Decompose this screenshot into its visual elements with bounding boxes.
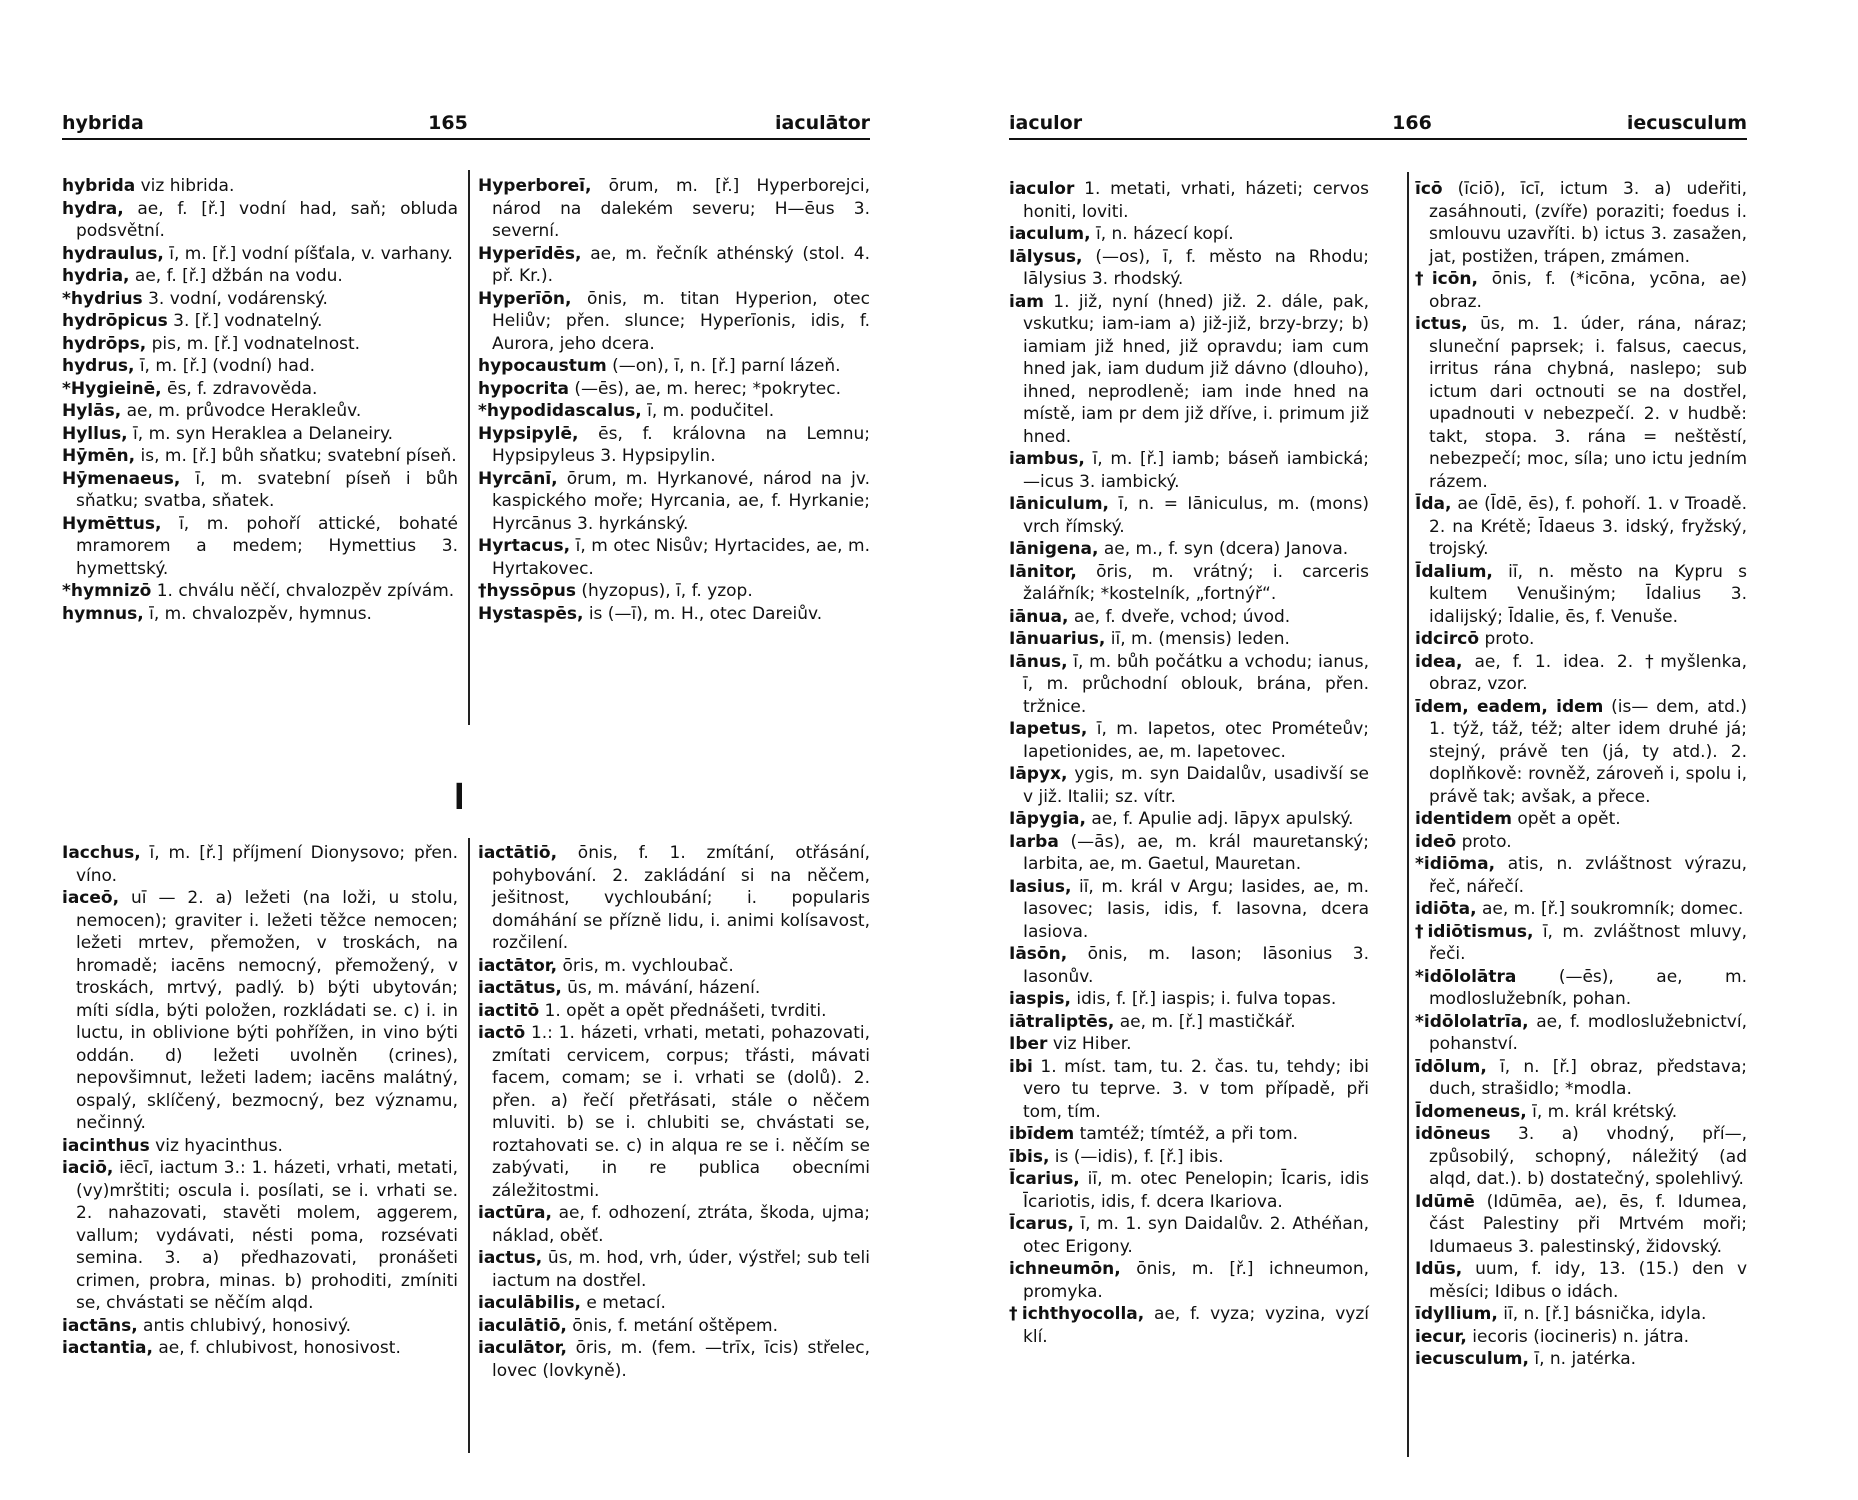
entry-definition: ūs, m. mávání, házení. bbox=[561, 978, 761, 998]
dictionary-entry bbox=[1009, 831, 1369, 876]
dictionary-entry bbox=[62, 198, 458, 243]
entry-definition: ae, f. chlubivost, honosivost. bbox=[152, 1338, 401, 1358]
entry-headword: Iapetus, bbox=[1009, 719, 1088, 739]
entry-headword: *idōlolatrīa, bbox=[1415, 1011, 1529, 1032]
entry-definition: ī, n. = Iāniculus, m. (mons) vrch římský. bbox=[1023, 494, 1369, 537]
entry-definition: iī, m. král v Argu; Iasides, ae, m. Iasovec; Iasis, idis, f. Iasovna, dcera Iasiova. bbox=[1023, 876, 1369, 942]
entry-definition: ae, m. řečník athénský (stol. 4. př. Kr.). bbox=[492, 243, 870, 286]
entry-definition: ī, m. 1. syn Daidalův. 2. Athéňan, otec Erigony. bbox=[1023, 1214, 1369, 1257]
page-number: 165 bbox=[428, 112, 468, 134]
dictionary-entry bbox=[1009, 1056, 1369, 1124]
entry-definition: ōnis, f. (*icōna, ycōna, ae) obraz. bbox=[1429, 269, 1747, 312]
entry-definition: 1. opět a opět přednášeti, tvrditi. bbox=[539, 1000, 827, 1021]
entry-headword: iambus, bbox=[1009, 449, 1085, 469]
entry-definition: e metací. bbox=[581, 1293, 666, 1313]
entry-headword: †ichthyocolla, bbox=[1009, 1304, 1145, 1324]
dictionary-entry bbox=[62, 378, 458, 401]
right-page bbox=[929, 0, 1858, 1500]
dictionary-entry bbox=[1009, 1123, 1369, 1146]
entry-headword: identidem bbox=[1415, 809, 1512, 829]
entry-definition: ēs, f. zdravověda. bbox=[161, 378, 318, 399]
entry-definition: ygis, m. syn Daidalův, usadivší se v již. Italii; sz. vítr. bbox=[1023, 764, 1369, 807]
dictionary-entry bbox=[1415, 1101, 1747, 1124]
entry-headword: Iāpygia, bbox=[1009, 809, 1086, 829]
dictionary-entry bbox=[62, 333, 458, 356]
entry-headword: Hystaspēs, bbox=[478, 603, 584, 624]
entry-definition: ōnis, f. metání oštěpem. bbox=[566, 1315, 778, 1336]
dictionary-entry bbox=[478, 400, 870, 423]
running-header bbox=[1009, 108, 1747, 140]
entry-headword: idiōta, bbox=[1415, 899, 1477, 919]
entry-headword: iānua, bbox=[1009, 606, 1069, 627]
entry-headword: Iacchus, bbox=[62, 843, 141, 863]
entry-headword: Hyperīdēs, bbox=[478, 243, 582, 264]
entry-headword: iecur, bbox=[1415, 1326, 1467, 1347]
entry-definition: 1. chválu něčí, chvalozpěv zpívám. bbox=[151, 581, 455, 601]
dictionary-entry bbox=[1415, 493, 1747, 561]
dictionary-entry bbox=[478, 1337, 870, 1382]
entry-definition: ī, m. Iapetos, otec Prométeův; Iapetionides, ae, m. Iapetovec. bbox=[1023, 719, 1369, 762]
dictionary-entry bbox=[62, 265, 458, 288]
dictionary-entry bbox=[62, 288, 458, 311]
column-left bbox=[1009, 178, 1369, 1348]
entry-definition: ōnis, m. titan Hyperion, otec Heliův; přen. slunce; Hyperīonis, idis, f. Aurora, jeho dcera. bbox=[492, 288, 870, 354]
dictionary-entry bbox=[1415, 1056, 1747, 1101]
entry-headword: ibīdem bbox=[1009, 1124, 1075, 1144]
entry-definition: ūs, m. hod, vrh, úder, výstřel; sub teli iactum na dostřel. bbox=[492, 1248, 870, 1291]
dictionary-entry bbox=[478, 1000, 870, 1023]
entry-headword: Īcarius, bbox=[1009, 1169, 1080, 1189]
entry-definition: ōrum, m. [ř.] Hyperborejci, národ na dalekém severu; H—ēus 3. severní. bbox=[492, 176, 870, 241]
entry-definition: ī, n. jatérka. bbox=[1528, 1349, 1637, 1369]
entry-definition: opět a opět. bbox=[1512, 809, 1621, 829]
entry-headword: ichneumōn, bbox=[1009, 1259, 1121, 1279]
entry-definition: (—on), ī, n. [ř.] parní lázeň. bbox=[606, 356, 841, 376]
entry-definition: ōnis, m. [ř.] ichneumon, promyka. bbox=[1023, 1259, 1369, 1302]
entry-headword: ideō bbox=[1415, 831, 1457, 852]
entry-headword: iaceō, bbox=[62, 888, 120, 908]
entry-definition: tamtéž; tímtéž, a při tom. bbox=[1074, 1124, 1299, 1144]
dictionary-entry bbox=[1415, 561, 1747, 629]
dictionary-entry bbox=[1009, 223, 1369, 246]
entry-definition: ī, m. [ř.] (vodní) had. bbox=[134, 356, 316, 376]
entry-headword: ibi bbox=[1009, 1056, 1033, 1077]
entry-headword: Hymēttus, bbox=[62, 513, 162, 534]
entry-definition: viz hyacinthus. bbox=[149, 1135, 283, 1156]
section-letter: I bbox=[454, 776, 465, 818]
entry-definition: 3. vodní, vodárenský. bbox=[142, 288, 328, 309]
dictionary-entry bbox=[62, 1157, 458, 1315]
dictionary-entry bbox=[1009, 606, 1369, 629]
entry-definition: ī, m. podučitel. bbox=[641, 401, 775, 421]
entry-headword: iactātiō, bbox=[478, 843, 558, 863]
dictionary-entry bbox=[1009, 561, 1369, 606]
entry-definition: ōnis, f. 1. zmítání, otřásání, pohybování. 2. zakládání si na něčem, ješitnost, vychloubání; i. popularis domáhání se přízně lidu, i. animi kolísavost, rozčilení. bbox=[492, 843, 870, 953]
entry-definition: is (—ī), m. H., otec Dareiův. bbox=[583, 603, 823, 624]
dictionary-entry bbox=[1009, 178, 1369, 223]
dictionary-entry bbox=[1009, 448, 1369, 493]
entry-headword: iaculātiō, bbox=[478, 1315, 567, 1336]
dictionary-entry bbox=[1415, 1326, 1747, 1349]
dictionary-entry bbox=[1009, 943, 1369, 988]
dictionary-entry bbox=[478, 842, 870, 955]
entry-definition: ae, f. modloslužebnictví, pohanství. bbox=[1429, 1011, 1747, 1054]
entry-headword: idea, bbox=[1415, 651, 1463, 672]
entry-definition: ī, m otec Nisův; Hyrtacides, ae, m. Hyrtakovec. bbox=[492, 536, 870, 579]
entry-headword: Hypsipylē, bbox=[478, 423, 579, 444]
dictionary-entry bbox=[62, 468, 458, 513]
dictionary-entry bbox=[1009, 246, 1369, 291]
entry-headword: *hypodidascalus, bbox=[478, 401, 642, 421]
entry-definition: ōris, m. (fem. —trīx, īcis) střelec, lovec (lovkyně). bbox=[492, 1338, 870, 1381]
entry-headword: Hyperīōn, bbox=[478, 288, 572, 309]
entry-definition: pis, m. [ř.] vodnatelnost. bbox=[146, 333, 361, 354]
entry-definition: (—ēs), ae, m. herec; *pokrytec. bbox=[568, 378, 842, 399]
dictionary-entry bbox=[62, 513, 458, 581]
dictionary-entry bbox=[1415, 1011, 1747, 1056]
entry-headword: hydrōpicus bbox=[62, 311, 168, 331]
entry-definition: ōrum, m. Hyrkanové, národ na jv. kaspického moře; Hyrcania, ae, f. Hyrkanie; Hyrcānus 3. hyrkánský. bbox=[492, 468, 870, 534]
entry-definition: ī, n. [ř.] obraz, představa; duch, strašidlo; *modla. bbox=[1429, 1056, 1747, 1099]
entry-definition: 3. [ř.] vodnatelný. bbox=[167, 311, 323, 331]
dictionary-entry bbox=[1009, 1213, 1369, 1258]
entry-definition: (īciō), īcī, ictum 3. a) udeřiti, zasáhnouti, (zvíře) poraziti; foedus i. smlouvu uzavříti. b) ictus 3. zasažen, jat, postižen, trápen, zmámen. bbox=[1429, 179, 1747, 267]
dictionary-entry bbox=[1415, 831, 1747, 854]
entry-definition: ae, f. 1. idea. 2. †myšlenka, obraz, vzor. bbox=[1429, 651, 1747, 694]
dictionary-entry bbox=[478, 1022, 870, 1202]
column-right-bottom bbox=[478, 842, 870, 1382]
entry-headword: Hȳmēn, bbox=[62, 446, 136, 466]
entry-headword: Īcarus, bbox=[1009, 1214, 1074, 1234]
entry-definition: (—ās), ae, m. král mauretanský; Iarbita, ae, m. Gaetul, Mauretan. bbox=[1023, 831, 1369, 874]
entry-definition: iecoris (iocineris) n. játra. bbox=[1466, 1326, 1690, 1347]
entry-headword: *idiōma, bbox=[1415, 854, 1496, 874]
entry-headword: hymnus, bbox=[62, 603, 144, 624]
page-number: 166 bbox=[1392, 112, 1432, 134]
header-guide-word-left: hybrida bbox=[62, 112, 144, 134]
entry-headword: ictus, bbox=[1415, 314, 1468, 334]
dictionary-entry bbox=[478, 977, 870, 1000]
dictionary-entry bbox=[62, 580, 458, 603]
dictionary-entry bbox=[478, 580, 870, 603]
entry-definition: ūs, m. 1. úder, rána, náraz; sluneční paprsek; i. falsus, caecus, irritus rána chybná, naslepo; sub ictum dari octnouti se na dostřel, upadnouti v nebezpečí. 2. v hudbě: takt, stopa. 3. rána = neštěstí, nebezpečí; moc, síla; uno ictu jedním rázem. bbox=[1429, 314, 1747, 492]
dictionary-entry bbox=[1415, 853, 1747, 898]
dictionary-entry bbox=[478, 1315, 870, 1338]
entry-headword: Iarba bbox=[1009, 831, 1059, 852]
entry-headword: Iber bbox=[1009, 1034, 1048, 1054]
entry-definition: antis chlubivý, honosivý. bbox=[137, 1315, 351, 1336]
dictionary-entry bbox=[1415, 898, 1747, 921]
entry-definition: 1. již, nyní (hned) již. 2. dále, pak, vskutku; iam-iam a) již-již, brzy-brzy; b) iamiam již hned, již opravdu; iam cum hned jak, iam dudum již dávno (dlouho), ihned, neprodleně; iam inde hned na místě, iam pr dem již dříve, i. primum již hned. bbox=[1023, 291, 1369, 447]
entry-headword: iaciō, bbox=[62, 1158, 114, 1178]
entry-headword: iactitō bbox=[478, 1000, 540, 1021]
column-divider bbox=[1407, 172, 1409, 1457]
entry-headword: iaculābilis, bbox=[478, 1293, 582, 1313]
dictionary-entry bbox=[1009, 718, 1369, 763]
entry-definition: ēs, f. královna na Lemnu; Hypsipyleus 3. Hypsipylin. bbox=[492, 423, 870, 466]
entry-headword: Hȳmenaeus, bbox=[62, 468, 181, 489]
entry-headword: Idūmē bbox=[1415, 1191, 1475, 1212]
entry-headword: Hyllus, bbox=[62, 423, 128, 444]
running-header bbox=[62, 108, 870, 140]
entry-headword: iactātor, bbox=[478, 955, 558, 976]
entry-definition: ae, m. průvodce Herakleův. bbox=[121, 401, 362, 421]
entry-headword: idcircō bbox=[1415, 629, 1480, 649]
entry-headword: iātraliptēs, bbox=[1009, 1011, 1115, 1032]
entry-definition: ī, m. syn Heraklea a Delaneiry. bbox=[127, 423, 394, 444]
entry-headword: īdem, eadem, idem bbox=[1415, 696, 1604, 717]
entry-definition: iī, n. [ř.] básnička, idyla. bbox=[1497, 1304, 1707, 1324]
dictionary-entry bbox=[1009, 1033, 1369, 1056]
dictionary-entry bbox=[478, 955, 870, 978]
dictionary-entry bbox=[62, 1315, 458, 1338]
dictionary-entry bbox=[1415, 651, 1747, 696]
entry-headword: *idōlolātra bbox=[1415, 966, 1517, 987]
entry-headword: *hymnizō bbox=[62, 581, 152, 601]
entry-definition: ī, m. [ř.] vodní píšťala, v. varhany. bbox=[163, 243, 453, 264]
dictionary-entry bbox=[478, 243, 870, 288]
entry-headword: īdyllium, bbox=[1415, 1304, 1498, 1324]
entry-definition: is (—idis), f. [ř.] ibis. bbox=[1049, 1146, 1224, 1167]
dictionary-entry bbox=[62, 887, 458, 1135]
column-left-top bbox=[62, 175, 458, 625]
entry-definition: ae, f. odhození, ztráta, škoda, ujma; náklad, oběť. bbox=[492, 1203, 870, 1246]
entry-headword: iaspis, bbox=[1009, 989, 1071, 1009]
entry-definition: 1. míst. tam, tu. 2. čas. tu, tehdy; ibi vero tu teprve. 3. v tom případě, při tom, tím. bbox=[1023, 1056, 1369, 1122]
entry-headword: īdōlum, bbox=[1415, 1056, 1487, 1077]
entry-definition: ōris, m. vrátný; i. carceris žalářník; *kostelník, „fortnýř“. bbox=[1023, 561, 1369, 604]
entry-definition: ī, n. házecí kopí. bbox=[1090, 224, 1234, 244]
entry-headword: idōneus bbox=[1415, 1124, 1491, 1144]
entry-headword: Iānuarius, bbox=[1009, 629, 1106, 649]
entry-headword: iactus, bbox=[478, 1248, 543, 1268]
dictionary-entry bbox=[1415, 1191, 1747, 1259]
entry-definition: ī, m. bůh počátku a vchodu; ianus, ī, m. průchodní oblouk, brána, přen. tržnice. bbox=[1023, 651, 1369, 717]
dictionary-entry bbox=[1009, 493, 1369, 538]
dictionary-entry bbox=[62, 175, 458, 198]
entry-headword: hypocaustum bbox=[478, 356, 607, 376]
dictionary-entry bbox=[478, 288, 870, 356]
entry-definition: 3. a) vhodný, pří—, způsobilý, schopný, náležitý (ad alqd, dat.). b) dostatečný, spolehlivý. bbox=[1429, 1124, 1747, 1189]
dictionary-entry bbox=[1009, 1258, 1369, 1303]
dictionary-entry bbox=[62, 310, 458, 333]
entry-definition: (hyzopus), ī, f. yzop. bbox=[576, 581, 753, 601]
entry-headword: Īda, bbox=[1415, 494, 1452, 514]
entry-headword: iam bbox=[1009, 291, 1045, 312]
entry-definition: ae, m. [ř.] soukromník; domec. bbox=[1476, 899, 1744, 919]
column-right-top bbox=[478, 175, 870, 625]
dictionary-entry bbox=[1415, 1123, 1747, 1191]
entry-headword: iactāns, bbox=[62, 1315, 138, 1336]
dictionary-entry bbox=[62, 1135, 458, 1158]
dictionary-entry bbox=[1415, 1303, 1747, 1326]
dictionary-entry bbox=[62, 842, 458, 887]
entry-definition: is, m. [ř.] bůh sňatku; svatební píseň. bbox=[135, 446, 457, 466]
entry-headword: Hyrcānī, bbox=[478, 468, 558, 489]
dictionary-entry bbox=[1415, 178, 1747, 268]
entry-definition: atis, n. zvláštnost výrazu, řeč, nářečí. bbox=[1429, 854, 1747, 897]
entry-headword: iaculum, bbox=[1009, 224, 1091, 244]
dictionary-entry bbox=[1009, 1168, 1369, 1213]
entry-headword: Iālysus, bbox=[1009, 246, 1083, 267]
entry-headword: iaculor bbox=[1009, 179, 1075, 199]
entry-headword: hydrus, bbox=[62, 356, 135, 376]
entry-definition: (is— dem, atd.) 1. týž, táž, též; alter idem druhé já; stejný, právě ten (já, ty atd.). 2. doplňkově: rovněž, zároveň i, spolu i, právě tak; avšak, a přece. bbox=[1429, 696, 1747, 807]
column-divider bbox=[468, 838, 470, 1453]
entry-definition: ae (Īdē, ēs), f. pohoří. 1. v Troadě. 2. na Krétě; Īdaeus 3. idský, fryžský, trojský. bbox=[1429, 494, 1747, 559]
entry-headword: Iānus, bbox=[1009, 651, 1068, 672]
entry-definition: ae, m., f. syn (dcera) Janova. bbox=[1098, 539, 1349, 559]
entry-definition: ī, m. [ř.] příjmení Dionysovo; přen. víno. bbox=[76, 843, 458, 886]
entry-definition: ī, m. zvláštnost mluvy, řeči. bbox=[1429, 921, 1747, 964]
entry-headword: †idiōtismus, bbox=[1415, 921, 1534, 942]
entry-definition: ae, m. [ř.] mastičkář. bbox=[1114, 1011, 1296, 1032]
entry-definition: (—os), ī, f. město na Rhodu; Iālysius 3. rhodský. bbox=[1023, 246, 1369, 289]
entry-headword: iactō bbox=[478, 1023, 526, 1043]
dictionary-entry bbox=[1009, 1011, 1369, 1034]
dictionary-entry bbox=[478, 1202, 870, 1247]
entry-headword: Īdomeneus, bbox=[1415, 1101, 1527, 1122]
entry-headword: iaculātor, bbox=[478, 1338, 567, 1358]
dictionary-entry bbox=[1009, 763, 1369, 808]
dictionary-entry bbox=[1415, 1348, 1747, 1371]
entry-definition: ī, m. král krétský. bbox=[1526, 1101, 1678, 1122]
entry-headword: iecusculum, bbox=[1415, 1349, 1529, 1369]
entry-definition: idis, f. [ř.] iaspis; i. fulva topas. bbox=[1071, 989, 1337, 1009]
entry-definition: proto. bbox=[1456, 831, 1512, 852]
entry-headword: hydria, bbox=[62, 266, 130, 286]
entry-definition: 1. metati, vrhati, házeti; cervos honiti, loviti. bbox=[1023, 179, 1369, 222]
entry-headword: hydrōps, bbox=[62, 333, 147, 354]
entry-definition: uum, f. idy, 13. (15.) den v měsíci; Idibus o idách. bbox=[1429, 1259, 1747, 1302]
entry-headword: hydra, bbox=[62, 198, 124, 219]
dictionary-entry bbox=[62, 243, 458, 266]
entry-headword: *hydrius bbox=[62, 288, 143, 309]
entry-definition: ī, m. [ř.] iamb; báseň iambická; —icus 3. iambický. bbox=[1023, 449, 1369, 492]
entry-definition: ae, f. [ř.] vodní had, saň; obluda podsvětní. bbox=[76, 198, 458, 241]
entry-headword: ībis, bbox=[1009, 1146, 1050, 1167]
entry-definition: ae, f. vyza; vyzina, vyzí klí. bbox=[1023, 1304, 1369, 1347]
entry-headword: hybrida bbox=[62, 176, 136, 196]
dictionary-entry bbox=[1009, 808, 1369, 831]
entry-headword: iactātus, bbox=[478, 978, 562, 998]
dictionary-entry bbox=[62, 423, 458, 446]
dictionary-entry bbox=[1009, 1146, 1369, 1169]
entry-definition: iēcī, iactum 3.: 1. házeti, vrhati, metati, (vy)mrštiti; oscula i. posílati, se i. vrhati se. 2. nahazovati, stavěti molem, aggerem, vallum; vydávati, nésti poma, rozsévati semina. 3. a) předhazovati, pronášeti crimen, probra, minas. b) prohoditi, zmíniti se, chvástati se něčím alqd. bbox=[76, 1158, 458, 1313]
dictionary-entry bbox=[1415, 628, 1747, 651]
entry-headword: īcō bbox=[1415, 179, 1443, 199]
entry-headword: iactantia, bbox=[62, 1338, 153, 1358]
dictionary-entry bbox=[1009, 1303, 1369, 1348]
entry-definition: viz hibrida. bbox=[135, 176, 235, 196]
dictionary-entry bbox=[1415, 966, 1747, 1011]
entry-definition: 1.: 1. házeti, vrhati, metati, pohazovati, zmítati cervicem, corpus; třásti, mávati facem, comam; se i. vrhati se (dolů). 2. přen. a) řečí přetřásati, stále o něčem mluviti. b) se i. chlubiti se, chvástati se, roztahovati se. c) in alqua re se i. něčím se zabývati, in re publica obecními záležitostmi. bbox=[492, 1023, 870, 1201]
dictionary-entry bbox=[62, 355, 458, 378]
entry-headword: Iasius, bbox=[1009, 876, 1072, 897]
entry-definition: ōris, m. vychloubač. bbox=[557, 955, 734, 976]
dictionary-entry bbox=[1415, 808, 1747, 831]
entry-definition: uī — 2. a) ležeti (na loži, u stolu, nemocen); graviter i. ležeti těžce nemocen; ležeti mrtev, přemožen, v troskách, na hromadě; iacēns nemocný, přemožený, v troskách, mrtvý, padlý. b) býti ubytován; míti sídla, býti položen, rozkládati se. c) i. in luctu, in oblivione býti pohřížen, in vino býti oddán. d) ležeti uvolněn (crines), nepovšimnut, ležeti ladem; iacēns malátný, ospalý, sklíčený, bezmocný, bez významu, nečinný. bbox=[76, 888, 458, 1133]
dictionary-entry bbox=[478, 468, 870, 536]
entry-headword: Iāsōn, bbox=[1009, 944, 1068, 964]
dictionary-entry bbox=[1009, 628, 1369, 651]
entry-definition: viz Hiber. bbox=[1047, 1034, 1132, 1054]
entry-definition: (—ēs), ae, m. modloslužebník, pohan. bbox=[1429, 966, 1747, 1009]
dictionary-entry bbox=[62, 603, 458, 626]
entry-headword: Iāniculum, bbox=[1009, 494, 1110, 514]
dictionary-entry bbox=[1009, 538, 1369, 561]
entry-headword: iacinthus bbox=[62, 1135, 150, 1156]
dictionary-entry bbox=[62, 445, 458, 468]
entry-headword: Hyrtacus, bbox=[478, 536, 571, 556]
column-right bbox=[1415, 178, 1747, 1371]
dictionary-entry bbox=[1009, 291, 1369, 449]
entry-headword: *Hygieinē, bbox=[62, 378, 162, 399]
entry-definition: (Idūmēa, ae), ēs, f. Idumea, část Palestiny při Mrtvém moři; Idumaeus 3. palestinský, židovský. bbox=[1429, 1191, 1747, 1257]
entry-headword: Iānigena, bbox=[1009, 539, 1099, 559]
header-guide-word-right: iaculātor bbox=[775, 112, 870, 134]
dictionary-entry bbox=[1009, 876, 1369, 944]
entry-headword: Hyperboreī, bbox=[478, 176, 592, 196]
entry-definition: ae, f. Apulie adj. Iāpyx apulský. bbox=[1085, 809, 1354, 829]
dictionary-entry bbox=[478, 1292, 870, 1315]
dictionary-entry bbox=[478, 175, 870, 243]
entry-headword: Idūs, bbox=[1415, 1259, 1463, 1279]
entry-definition: ae, f. dveře, vchod; úvod. bbox=[1068, 606, 1291, 627]
dictionary-entry bbox=[1415, 313, 1747, 493]
dictionary-entry bbox=[1415, 696, 1747, 809]
dictionary-entry bbox=[478, 1247, 870, 1292]
column-left-bottom bbox=[62, 842, 458, 1360]
entry-headword: Iānitor, bbox=[1009, 561, 1077, 582]
header-guide-word-left: iaculor bbox=[1009, 112, 1083, 134]
entry-definition: iī, m. (mensis) leden. bbox=[1105, 629, 1290, 649]
entry-headword: Hylās, bbox=[62, 401, 122, 421]
entry-definition: iī, n. město na Kypru s kultem Venušiným; Īdalius 3. idalijský; Īdalie, ēs, f. Venuše. bbox=[1429, 561, 1747, 627]
dictionary-entry bbox=[478, 423, 870, 468]
entry-definition: ae, f. [ř.] džbán na vodu. bbox=[129, 266, 343, 286]
dictionary-entry bbox=[478, 355, 870, 378]
dictionary-entry bbox=[478, 535, 870, 580]
dictionary-entry bbox=[1415, 268, 1747, 313]
entry-headword: †hyssōpus bbox=[478, 581, 576, 601]
entry-definition: ī, m. chvalozpěv, hymnus. bbox=[143, 603, 372, 624]
entry-headword: hypocrita bbox=[478, 378, 569, 399]
column-divider bbox=[468, 170, 470, 725]
dictionary-entry bbox=[478, 378, 870, 401]
entry-headword: iactūra, bbox=[478, 1203, 552, 1223]
header-guide-word-right: iecusculum bbox=[1626, 112, 1747, 134]
entry-headword: Iāpyx, bbox=[1009, 764, 1068, 784]
entry-definition: proto. bbox=[1479, 629, 1535, 649]
dictionary-entry bbox=[1009, 651, 1369, 719]
entry-headword: †icōn, bbox=[1415, 269, 1478, 289]
dictionary-entry bbox=[478, 603, 870, 626]
entry-definition: iī, m. otec Penelopin; Īcaris, idis Īcariotis, idis, f. dcera Ikariova. bbox=[1023, 1169, 1369, 1212]
entry-headword: Īdalium, bbox=[1415, 561, 1493, 582]
dictionary-entry bbox=[62, 400, 458, 423]
dictionary-entry bbox=[1415, 1258, 1747, 1303]
dictionary-entry bbox=[1009, 988, 1369, 1011]
entry-definition: ī, m. pohoří attické, bohaté mramorem a medem; Hymettius 3. hymettský. bbox=[76, 513, 458, 579]
dictionary-entry bbox=[1415, 921, 1747, 966]
dictionary-entry bbox=[62, 1337, 458, 1360]
entry-definition: ōnis, m. Iason; Iāsonius 3. Iasonův. bbox=[1023, 944, 1369, 987]
entry-definition: ī, m. svatební píseň i bůh sňatku; svatba, sňatek. bbox=[76, 468, 458, 511]
entry-headword: hydraulus, bbox=[62, 243, 164, 264]
